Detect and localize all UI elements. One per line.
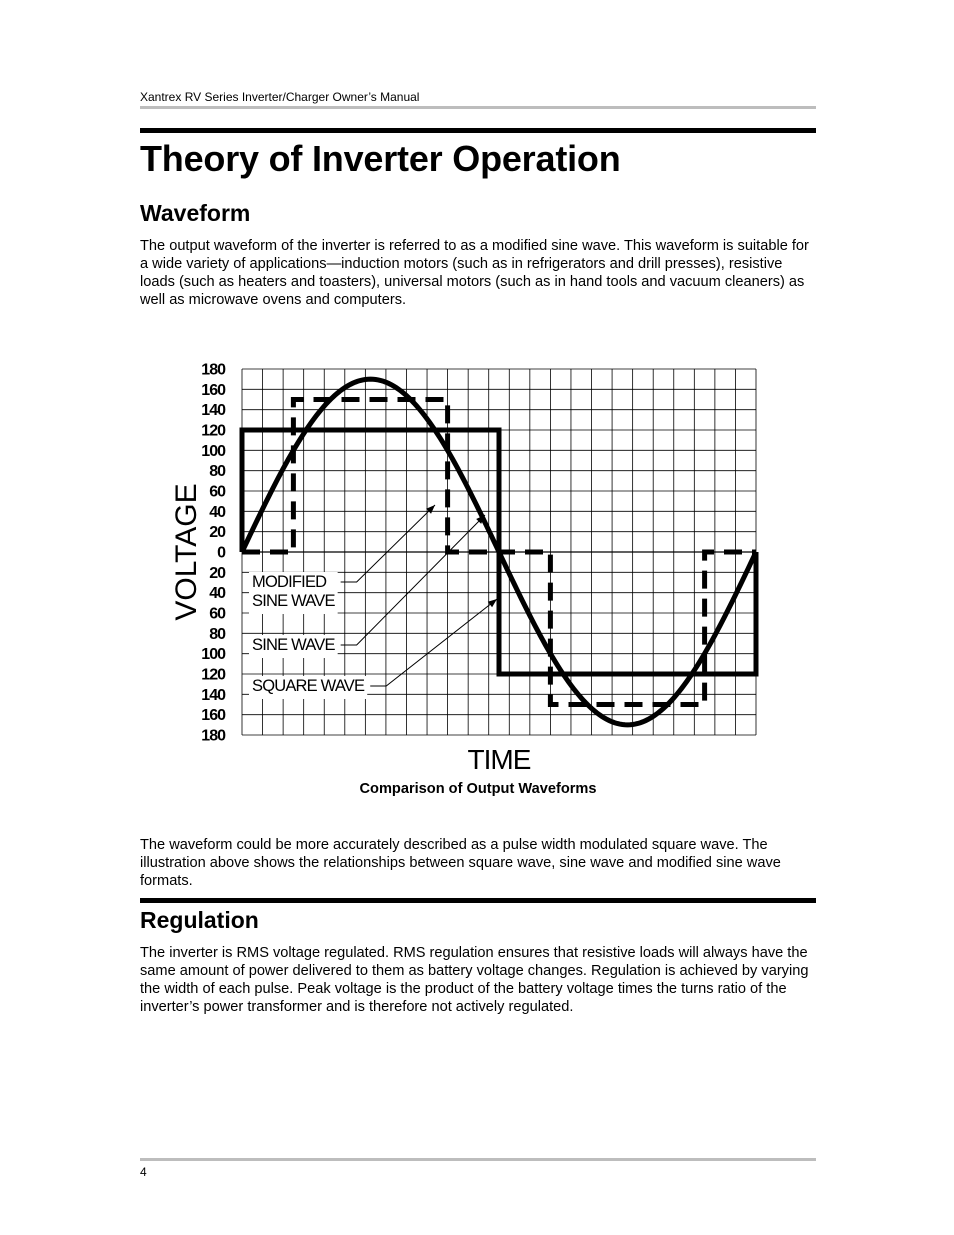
y-tick-label: 160 <box>201 381 225 399</box>
regulation-paragraph: The inverter is RMS voltage regulated. RMS regulation ensures that resistive loads will always have the same amount of power delivered to them as battery voltage changes. Regulation is achieved by varying the width of each pulse. Peak voltage is the product of the battery voltage times the turns ratio of the inverter’s power transformer and is therefore not actively regulated. <box>140 945 809 1015</box>
y-axis-label: VOLTAGE <box>170 483 203 621</box>
y-tick-label: 60 <box>209 605 225 623</box>
section-rule <box>140 898 816 903</box>
running-header: Xantrex RV Series Inverter/Charger Owner’s Manual <box>140 90 420 104</box>
y-tick-label: 160 <box>201 707 225 725</box>
y-tick-label: 80 <box>209 625 225 643</box>
y-tick-label: 20 <box>209 524 225 542</box>
figure-caption: Comparison of Output Waveforms <box>359 781 597 797</box>
waveform-chart <box>160 355 770 775</box>
y-tick-label: 60 <box>209 483 225 501</box>
title-rule <box>140 128 816 133</box>
y-tick-label: 120 <box>201 422 225 440</box>
y-tick-label: 40 <box>209 503 225 521</box>
regulation-heading: Regulation <box>140 907 259 933</box>
y-tick-label: 180 <box>201 361 225 379</box>
footer-rule <box>140 1158 816 1161</box>
annotation-label: MODIFIED <box>252 573 327 591</box>
header-rule <box>140 106 816 109</box>
annotation-label: SINE WAVE <box>252 592 335 610</box>
y-tick-label: 140 <box>201 402 225 420</box>
annotation-label: SINE WAVE <box>252 636 335 654</box>
page-number: 4 <box>140 1165 147 1179</box>
y-tick-label: 100 <box>201 442 225 460</box>
annotation-label: SQUARE WAVE <box>252 677 365 695</box>
y-tick-label: 140 <box>201 686 225 704</box>
annotation-leader-line <box>341 505 435 582</box>
y-tick-label: 180 <box>201 727 225 745</box>
y-tick-label: 120 <box>201 666 225 684</box>
waveform-heading: Waveform <box>140 200 251 226</box>
x-axis-label: TIME <box>467 744 531 775</box>
waveform-paragraph-2: The waveform could be more accurately described as a pulse width modulated square wave. The illustration above shows the relationships between square wave, sine wave and modified sine wave formats. <box>140 837 781 889</box>
y-tick-label: 80 <box>209 463 225 481</box>
annotation-arrowhead <box>488 599 497 607</box>
y-tick-label: 100 <box>201 646 225 664</box>
page-title: Theory of Inverter Operation <box>140 138 621 179</box>
y-tick-label: 0 <box>217 544 225 562</box>
y-tick-label: 20 <box>209 564 225 582</box>
waveform-paragraph-1: The output waveform of the inverter is referred to as a modified sine wave. This waveform is suitable for a wide variety of applications—induction motors (such as in refrigerators and drill presses), resistive loads (such as heaters and toasters), universal motors (such as in hand tools and vacuum cleaners) as well as microwave ovens and computers. <box>140 238 809 308</box>
y-tick-label: 40 <box>209 585 225 603</box>
